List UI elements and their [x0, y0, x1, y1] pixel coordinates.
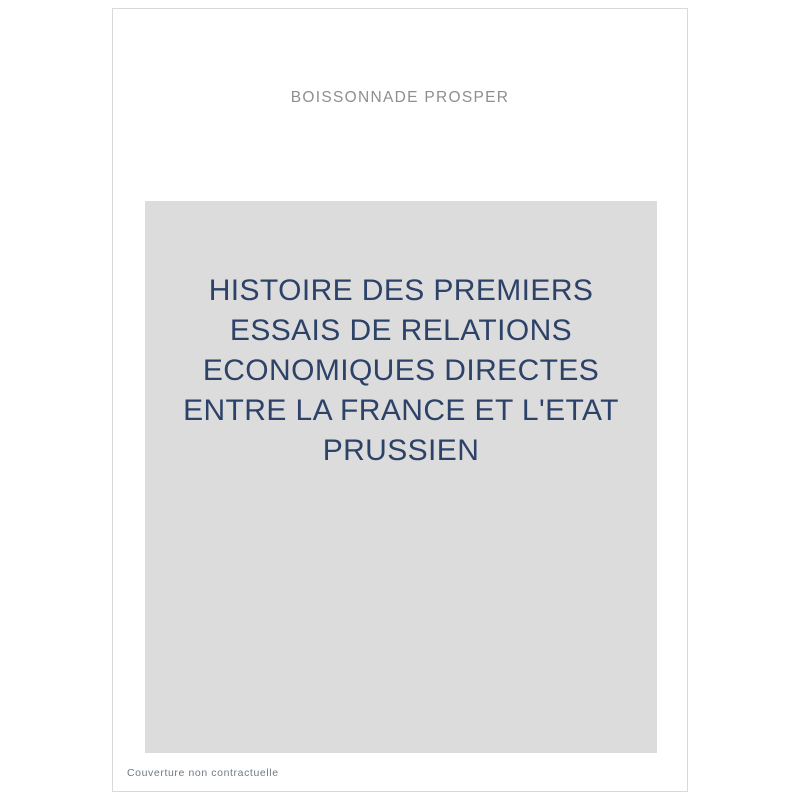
title-panel	[145, 201, 657, 753]
book-title: HISTOIRE DES PREMIERS ESSAIS DE RELATIONS ECONOMIQUES DIRECTES ENTRE LA FRANCE ET L'ETAT PRUSSIEN	[183, 274, 619, 467]
cover-disclaimer: Couverture non contractuelle	[127, 767, 279, 779]
author-name: BOISSONNADE PROSPER	[290, 89, 510, 106]
book-cover	[112, 8, 688, 792]
